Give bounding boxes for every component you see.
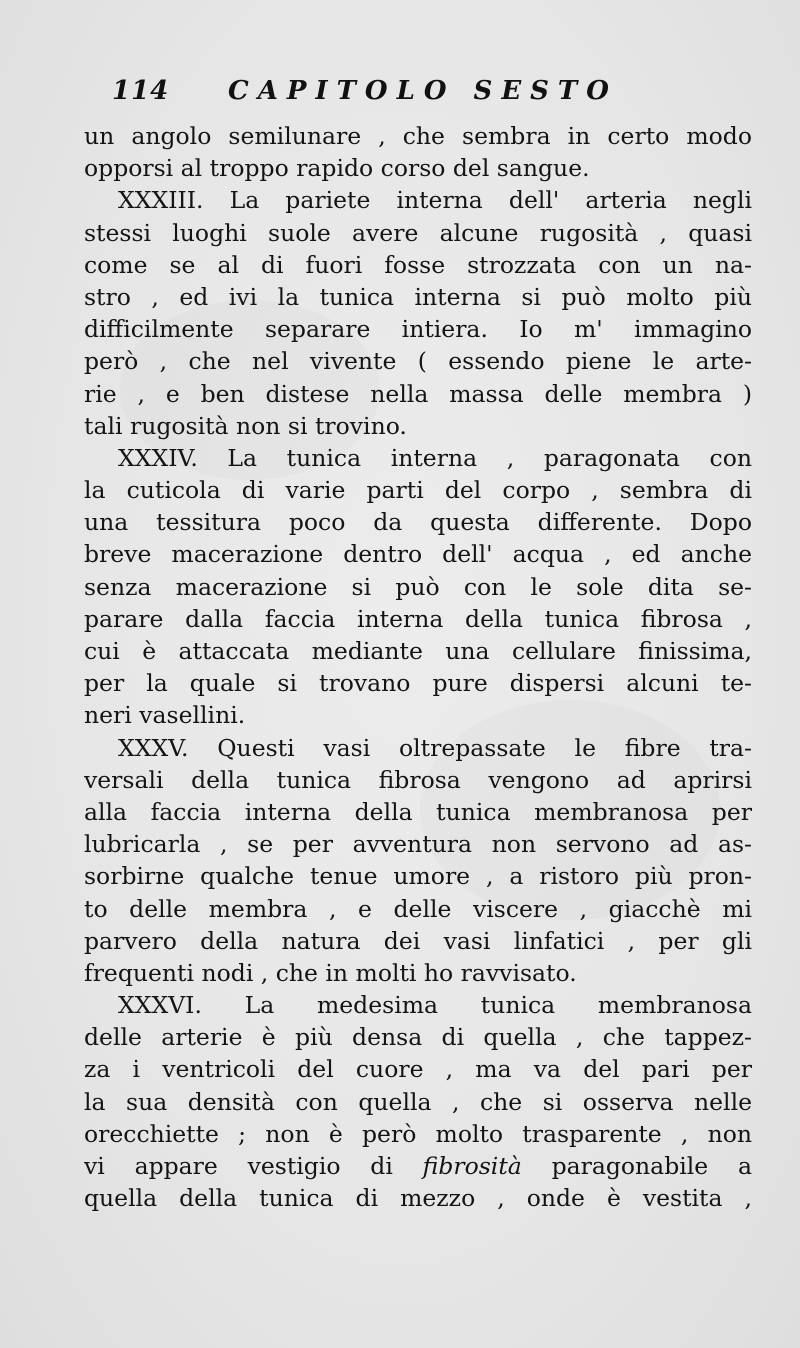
text-line: versali della tunica fibrosa vengono ad aprirsi: [84, 765, 752, 794]
text-line: però , che nel vivente ( essendo piene le arte-: [84, 347, 752, 376]
text-line: opporsi al troppo rapido corso del sangue.: [84, 154, 590, 183]
text-line: parare dalla faccia interna della tunica fibrosa ,: [84, 604, 752, 633]
text-segment: paragonabile a: [551, 1152, 752, 1180]
text-line: una tessitura poco da questa differente. Dopo: [84, 508, 752, 537]
text-segment: vi appare vestigio di: [84, 1152, 393, 1180]
text-line: la cuticola di varie parti del corpo , sembra di: [84, 476, 752, 505]
italic-term: fibrosità: [422, 1152, 522, 1180]
text-line: parvero della natura dei vasi linfatici , per gli: [84, 926, 752, 955]
running-title: CAPITOLO SESTO: [228, 76, 618, 106]
text-line: breve macerazione dentro dell' acqua , ed anche: [84, 540, 752, 569]
text-line: [84, 1150, 752, 1182]
text-line: rie , e ben distese nella massa delle membra ): [84, 379, 752, 408]
text-line: stessi luoghi suole avere alcune rugosità , quasi: [84, 218, 752, 247]
text-line: tali rugosità non si trovino.: [84, 411, 407, 440]
text-line: per la quale si trovano pure dispersi alcuni te-: [84, 669, 752, 698]
text-line: frequenti nodi , che in molti ho ravvisato.: [84, 958, 577, 987]
text-line: come se al di fuori fosse strozzata con un na-: [84, 250, 752, 279]
page-header: [112, 74, 752, 114]
text-line: quella della tunica di mezzo , onde è vestita ,: [84, 1184, 752, 1213]
text-line: un angolo semilunare , che sembra in certo modo: [84, 122, 752, 150]
text-line: XXXIII. La pariete interna dell' arteria negli: [118, 186, 752, 215]
text-line: XXXVI. La medesima tunica membranosa: [118, 991, 752, 1020]
text-line: la sua densità con quella , che si osserva nelle: [84, 1087, 752, 1116]
text-line: XXXV. Questi vasi oltrepassate le fibre tra-: [118, 733, 752, 762]
page-number: 114: [112, 76, 170, 106]
text-line: lubricarla , se per avventura non servono ad as-: [84, 830, 752, 859]
text-line: alla faccia interna della tunica membranosa per: [84, 797, 752, 826]
text-line: delle arterie è più densa di quella , che tappez-: [84, 1023, 752, 1052]
text-line: stro , ed ivi la tunica interna si può molto più: [84, 282, 752, 311]
text-line: cui è attaccata mediante una cellulare finissima,: [84, 637, 752, 665]
text-line: sorbirne qualche tenue umore , a ristoro più pron-: [84, 862, 752, 891]
text-line: to delle membra , e delle viscere , giacchè mi: [84, 894, 752, 923]
text-line: za i ventricoli del cuore , ma va del pari per: [84, 1055, 752, 1084]
text-line: orecchiette ; non è però molto trasparente , non: [84, 1119, 752, 1148]
text-line: senza macerazione si può con le sole dita se-: [84, 572, 752, 601]
body-text: [84, 120, 752, 1214]
text-line: XXXIV. La tunica interna , paragonata con: [118, 443, 752, 472]
text-line: difficilmente separare intiera. Io m' immagino: [84, 315, 752, 344]
text-line: neri vasellini.: [84, 701, 246, 730]
